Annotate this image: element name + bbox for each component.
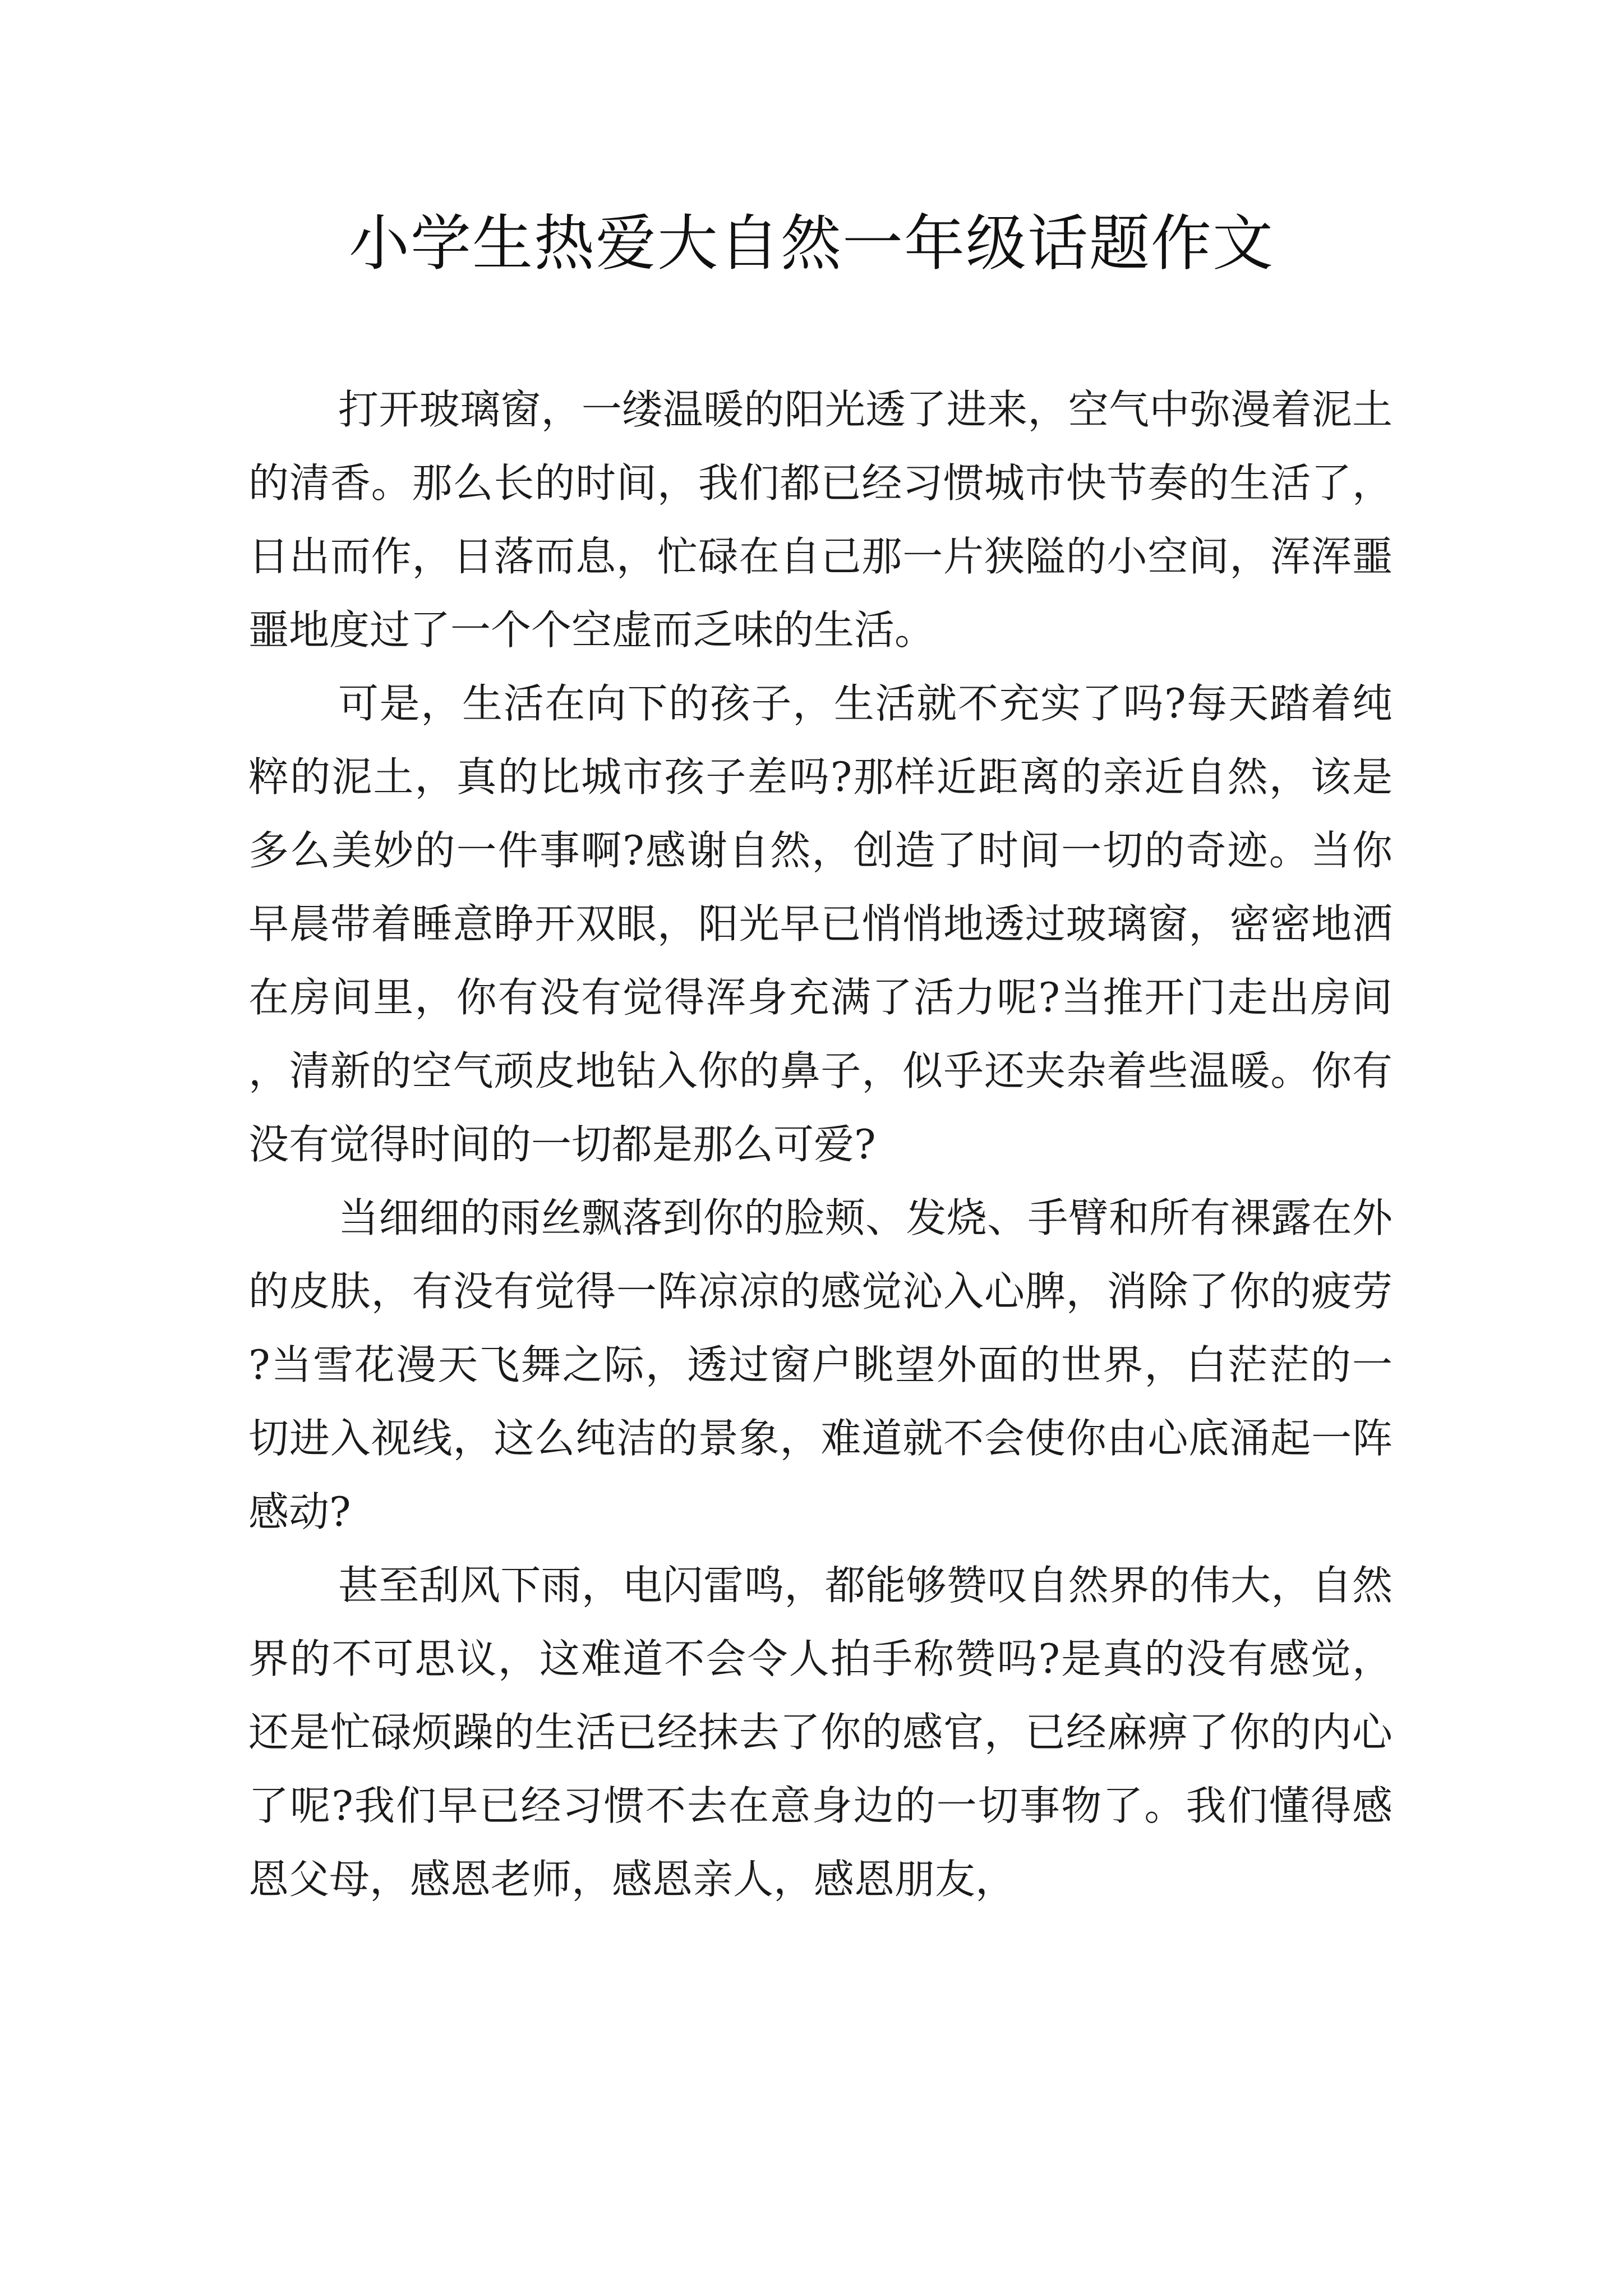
document-title: 小学生热爱大自然一年级话题作文 <box>348 209 1274 279</box>
paragraph-1: 打开玻璃窗，一缕温暖的阳光透了进来，空气中弥漫着泥土的清香。那么长的时间，我们都已经习惯城市快节奏的生活了，日出而作，日落而息，忙碌在自己那一片狭隘的小空间，浑浑噩噩地度过了一个个空虚而乏味的生活。 <box>248 386 1393 654</box>
document-body <box>248 373 1393 1916</box>
paragraph-4: 甚至刮风下雨，电闪雷鸣，都能够赞叹自然界的伟大，自然界的不可思议，这难道不会令人拍手称赞吗?是真的没有感觉，还是忙碌烦躁的生活已经抹去了你的感官，已经麻痹了你的内心了呢?我们早已经习惯不去在意身边的一切事物了。我们懂得感恩父母，感恩老师，感恩亲人，感恩朋友， <box>248 1562 1393 1903</box>
paragraph-2: 可是，生活在向下的孩子，生活就不充实了吗?每天踏着纯粹的泥土，真的比城市孩子差吗?那样近距离的亲近自然，该是多么美妙的一件事啊?感谢自然，创造了时间一切的奇迹。当你早晨带着睡意睁开双眼，阳光早已悄悄地透过玻璃窗，密密地洒在房间里，你有没有觉得浑身充满了活力呢?当推开门走出房间，清新的空气顽皮地钻入你的鼻子，似乎还夹杂着些温暖。你有没有觉得时间的一切都是那么可爱? <box>248 680 1393 1168</box>
paragraph-3: 当细细的雨丝飘落到你的脸颊、发烧、手臂和所有裸露在外的皮肤，有没有觉得一阵凉凉的感觉沁入心脾，消除了你的疲劳?当雪花漫天飞舞之际，透过窗户眺望外面的世界，白茫茫的一切进入视线，这么纯洁的景象，难道就不会使你由心底涌起一阵感动? <box>248 1194 1393 1535</box>
